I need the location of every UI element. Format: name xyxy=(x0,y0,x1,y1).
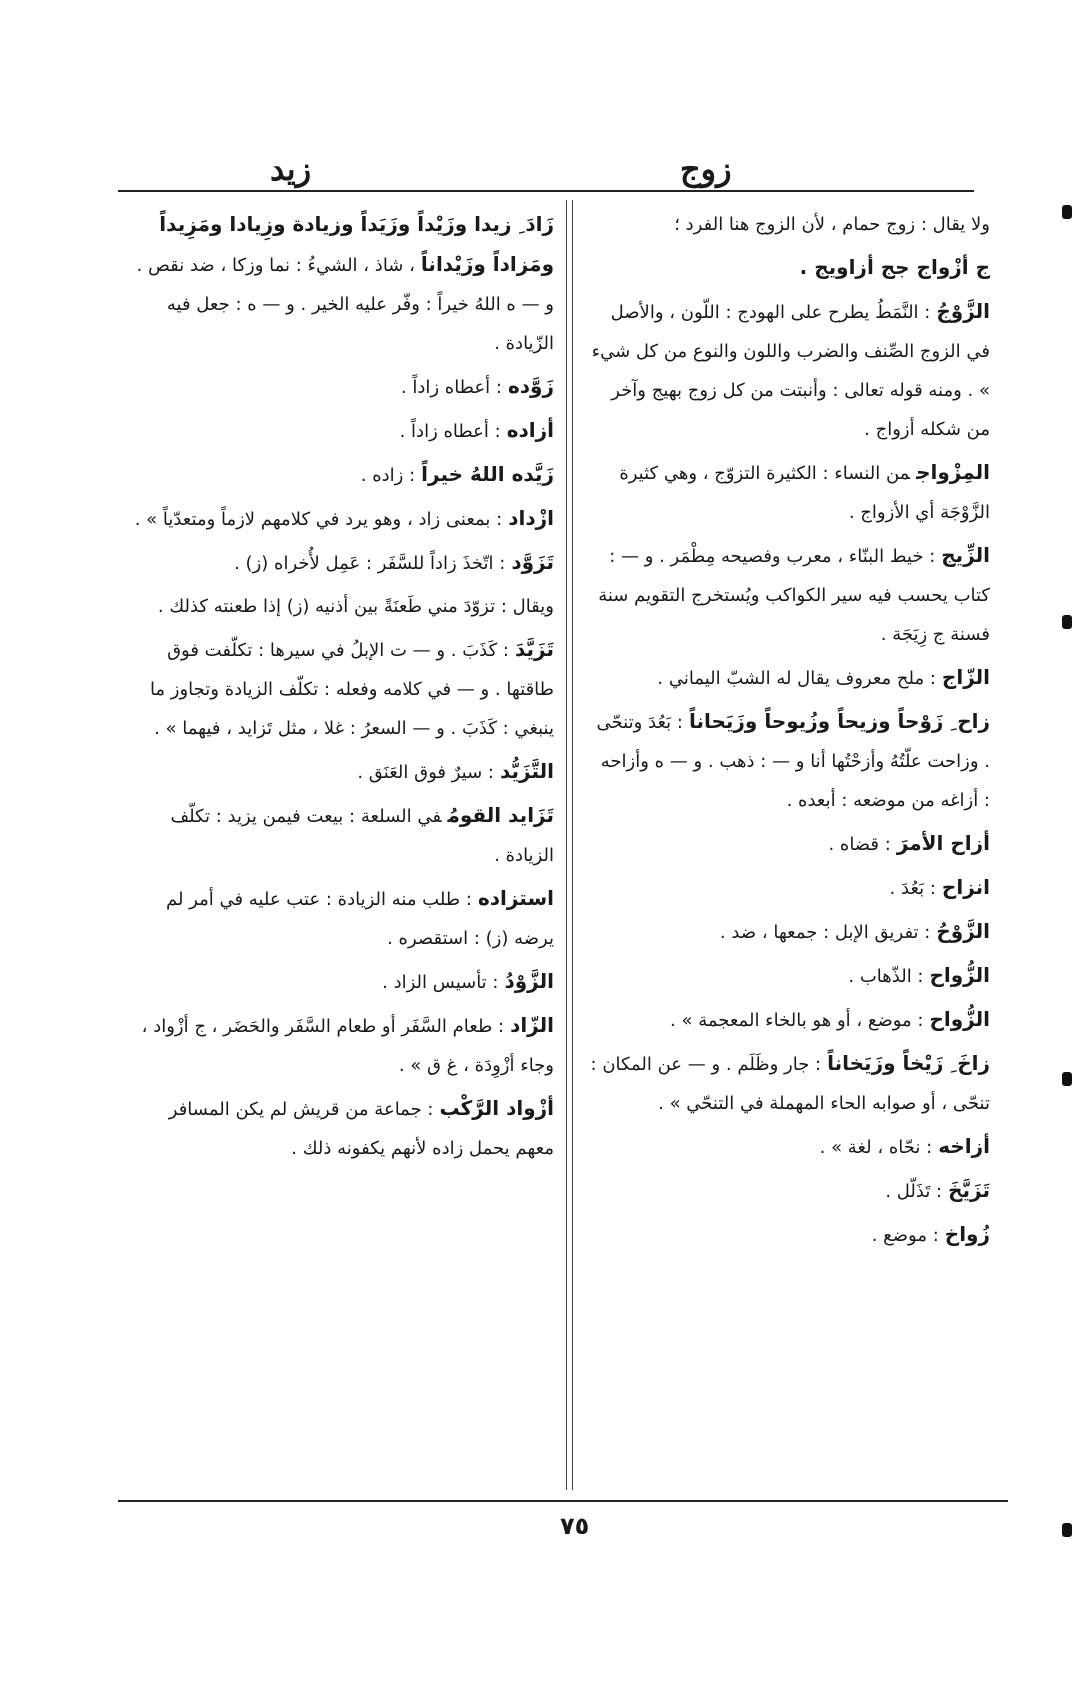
entry-definition: : موضع ، أو هو بالخاء المعجمة » . xyxy=(670,1010,924,1031)
left-column xyxy=(130,205,554,1172)
entry-definition: : تأسيس الزاد . xyxy=(382,972,499,993)
entry-definition: ويقال : تزوّدَ مني طَعنَةً بين أذنيه (ز) إذا طعنته كذلك . xyxy=(157,596,554,617)
dictionary-entry xyxy=(130,879,554,958)
entry-definition: : جار وظَلَم . و — عن المكان : تنحّى ، أو صوابه الحاء المهملة في التنحّي » . xyxy=(590,1054,990,1114)
entry-definition: من النساء : الكثيرة التزوّج ، وهي كثيرة الزَّوْجَة أي الأزواج . xyxy=(619,463,990,523)
entry-headword: زَيَّده اللهُ خيراً xyxy=(421,462,554,486)
margin-mark xyxy=(1062,205,1072,219)
entry-headword: أزْواد الرَّكْب xyxy=(439,1096,554,1120)
right-column xyxy=(590,205,990,1259)
entry-definition: : الذّهاب . xyxy=(848,966,924,987)
dictionary-entry xyxy=(130,1006,554,1085)
entry-definition: : طلب منه الزيادة : عتب عليه في أمر لم يرضه (ز) : استقصره . xyxy=(165,889,554,949)
entry-headword: زاخَ ِ زَيْخاً وزَيَخاناً xyxy=(827,1051,990,1075)
dictionary-entry xyxy=(130,587,554,626)
dictionary-entry xyxy=(590,292,990,449)
entry-definition: : ملح معروف يقال له الشبّ اليماني . xyxy=(657,668,936,689)
entry-definition: في السلعة : بيعت فيمن يزيد : تكلّف الزيادة . xyxy=(170,806,554,866)
entry-headword: ازْداد xyxy=(508,506,554,530)
dictionary-entry xyxy=(130,752,554,792)
entry-definition: : موضع . xyxy=(871,1225,939,1246)
dictionary-entry xyxy=(590,1044,990,1123)
entry-headword: الزَّوْحُ xyxy=(936,919,990,943)
entry-definition: : كَذَبَ . و — ت الإبلُ في سيرها : تكلّفت فوق طاقتها . و — في كلامه وفعله : تكلّف الزيادة وتجاوز ما ينبغي : كَذَبَ . و — السعرُ : غلا ، مثل تَزايد ، فيهما » . xyxy=(149,640,554,739)
dictionary-entry xyxy=(590,824,990,864)
entry-headword: انزاح xyxy=(941,875,990,899)
dictionary-entry xyxy=(130,543,554,583)
bottom-rule xyxy=(118,1500,1008,1502)
margin-mark xyxy=(1062,1072,1072,1086)
entry-definition: ولا يقال : زوج حمام ، لأن الزوج هنا الفرد ؛ xyxy=(674,214,990,235)
entry-headword: أزاح الأمرَ xyxy=(896,831,990,855)
entry-definition: : جماعة من قريش لم يكن المسافر معهم يحمل زاده لأنهم يكفونه ذلك . xyxy=(168,1099,554,1159)
dictionary-entry xyxy=(590,205,990,244)
entry-definition: : طعام السَّفَر أو طعام السَّفَر والحَضَر ، ج أزْواد ، وجاء أزْوِدَة ، غ ق » . xyxy=(141,1016,554,1076)
entry-definition: : أعطاه زاداً . xyxy=(399,421,501,442)
dictionary-entry xyxy=(590,453,990,532)
entry-headword: تَزَوَّد xyxy=(511,550,554,574)
entry-headword: الزّاد xyxy=(510,1013,554,1037)
entry-headword: الزِّيج xyxy=(941,543,990,567)
dictionary-entry xyxy=(590,658,990,698)
entry-definition: : تَذَلّل . xyxy=(885,1181,943,1202)
page-number: ٧٥ xyxy=(560,1512,590,1540)
dictionary-entry xyxy=(590,1127,990,1167)
dictionary-entry xyxy=(130,499,554,539)
entry-headword: الزَّوْدُ xyxy=(504,969,554,993)
dictionary-entry xyxy=(130,962,554,1002)
entry-definition: : تفريق الإبل : جمعها ، ضد . xyxy=(719,922,931,943)
root-heading-right: زوج xyxy=(680,150,732,188)
dictionary-entry xyxy=(590,1000,990,1040)
dictionary-entry xyxy=(130,796,554,875)
margin-mark xyxy=(1062,615,1072,629)
dictionary-entry xyxy=(590,868,990,908)
entry-definition: : اتّخذَ زاداً للسَّفَر : عَمِل لأُخراه (ز) . xyxy=(234,553,506,574)
dictionary-entry xyxy=(130,367,554,407)
dictionary-entry xyxy=(590,1171,990,1211)
dictionary-entry xyxy=(130,630,554,748)
dictionary-entry xyxy=(130,411,554,451)
top-rule xyxy=(118,190,974,192)
dictionary-entry xyxy=(590,536,990,654)
dictionary-entry xyxy=(130,1089,554,1168)
entry-headword: أزاده xyxy=(506,418,554,442)
root-heading-left: زيد xyxy=(270,150,312,188)
entry-headword: استزاده xyxy=(477,886,554,910)
entry-headword: تَزَيَّخَ xyxy=(948,1178,990,1202)
dictionary-entry xyxy=(130,205,554,363)
entry-headword: التَّزَيُّد xyxy=(499,759,554,783)
entry-headword: زاح ِ زَوْحاً وزيحاً وزُيوحاً وزَيَحاناً xyxy=(688,709,990,733)
entry-headword: زَادَ ِ زيدا وزَيْداً وزَيَداً وزيادة وزِيادا ومَزِيداً ومَزاداً وزَيْداناً xyxy=(159,212,554,276)
dictionary-entry xyxy=(590,248,990,288)
entry-definition: : بَعُدَ وتنحّى . وزاحت علّتُهُ وأزحْتُها أنا و — : ذهب . و — ه وأزاحه : أزاغه من موضعه : أبعده . xyxy=(596,712,990,811)
dictionary-entry xyxy=(130,455,554,495)
column-divider xyxy=(572,200,573,1490)
entry-definition: : نحّاه ، لغة » . xyxy=(819,1137,933,1158)
column-divider xyxy=(566,200,567,1490)
dictionary-entry xyxy=(590,702,990,820)
entry-definition: : خيط البنّاء ، معرب وفصيحه مِطْمَر . و — : كتاب يحسب فيه سير الكواكب ويُستخرج التقويم سنة فسنة ج زِيَجَة . xyxy=(598,546,990,645)
dictionary-entry xyxy=(590,912,990,952)
margin-mark xyxy=(1062,1523,1072,1537)
entry-headword: الزُّواح xyxy=(929,1007,990,1031)
entry-headword: الزّاج xyxy=(941,665,990,689)
entry-definition: ، شاذ ، الشيءُ : نما وزكا ، ضد نقص . و — ه اللهُ خيراً : وفّر عليه الخير . و — ه : جعل فيه الزّيادة . xyxy=(136,255,554,354)
entry-definition: : سيرٌ فوق العَنَق . xyxy=(357,762,494,783)
dictionary-entry xyxy=(590,956,990,996)
entry-headword: زَوَّده xyxy=(507,374,554,398)
entry-headword: تَزَايد القومُ xyxy=(447,803,554,827)
entry-headword: الزُّواح xyxy=(929,963,990,987)
entry-headword: المِزْواج xyxy=(916,460,990,484)
dictionary-entry xyxy=(590,1215,990,1255)
entry-headword: ج أزْواج جج أزاويج . xyxy=(799,255,990,279)
entry-headword: أزاخه xyxy=(938,1134,990,1158)
entry-definition: : قضاه . xyxy=(828,834,891,855)
entry-headword: الزَّوْجُ xyxy=(936,299,990,323)
entry-definition: : بمعنى زاد ، وهو يرد في كلامهم لازماً ومتعدّياً » . xyxy=(134,509,503,530)
entry-definition: : زاده . xyxy=(360,465,416,486)
entry-headword: تَزَيَّدَ xyxy=(514,637,554,661)
entry-definition: : بَعُدَ . xyxy=(889,878,936,899)
entry-definition: : النَّمَطُ يطرح على الهودج : اللّون ، والأصل في الزوج الصِّنف والضرب واللون والنوع من كل شيء » . ومنه قوله تعالى : وأنبتت من كل زوج بهيج وآخر من شكله أزواج . xyxy=(591,302,990,440)
entry-headword: زُواخ xyxy=(944,1222,990,1246)
entry-definition: : أعطاه زاداً . xyxy=(400,377,502,398)
